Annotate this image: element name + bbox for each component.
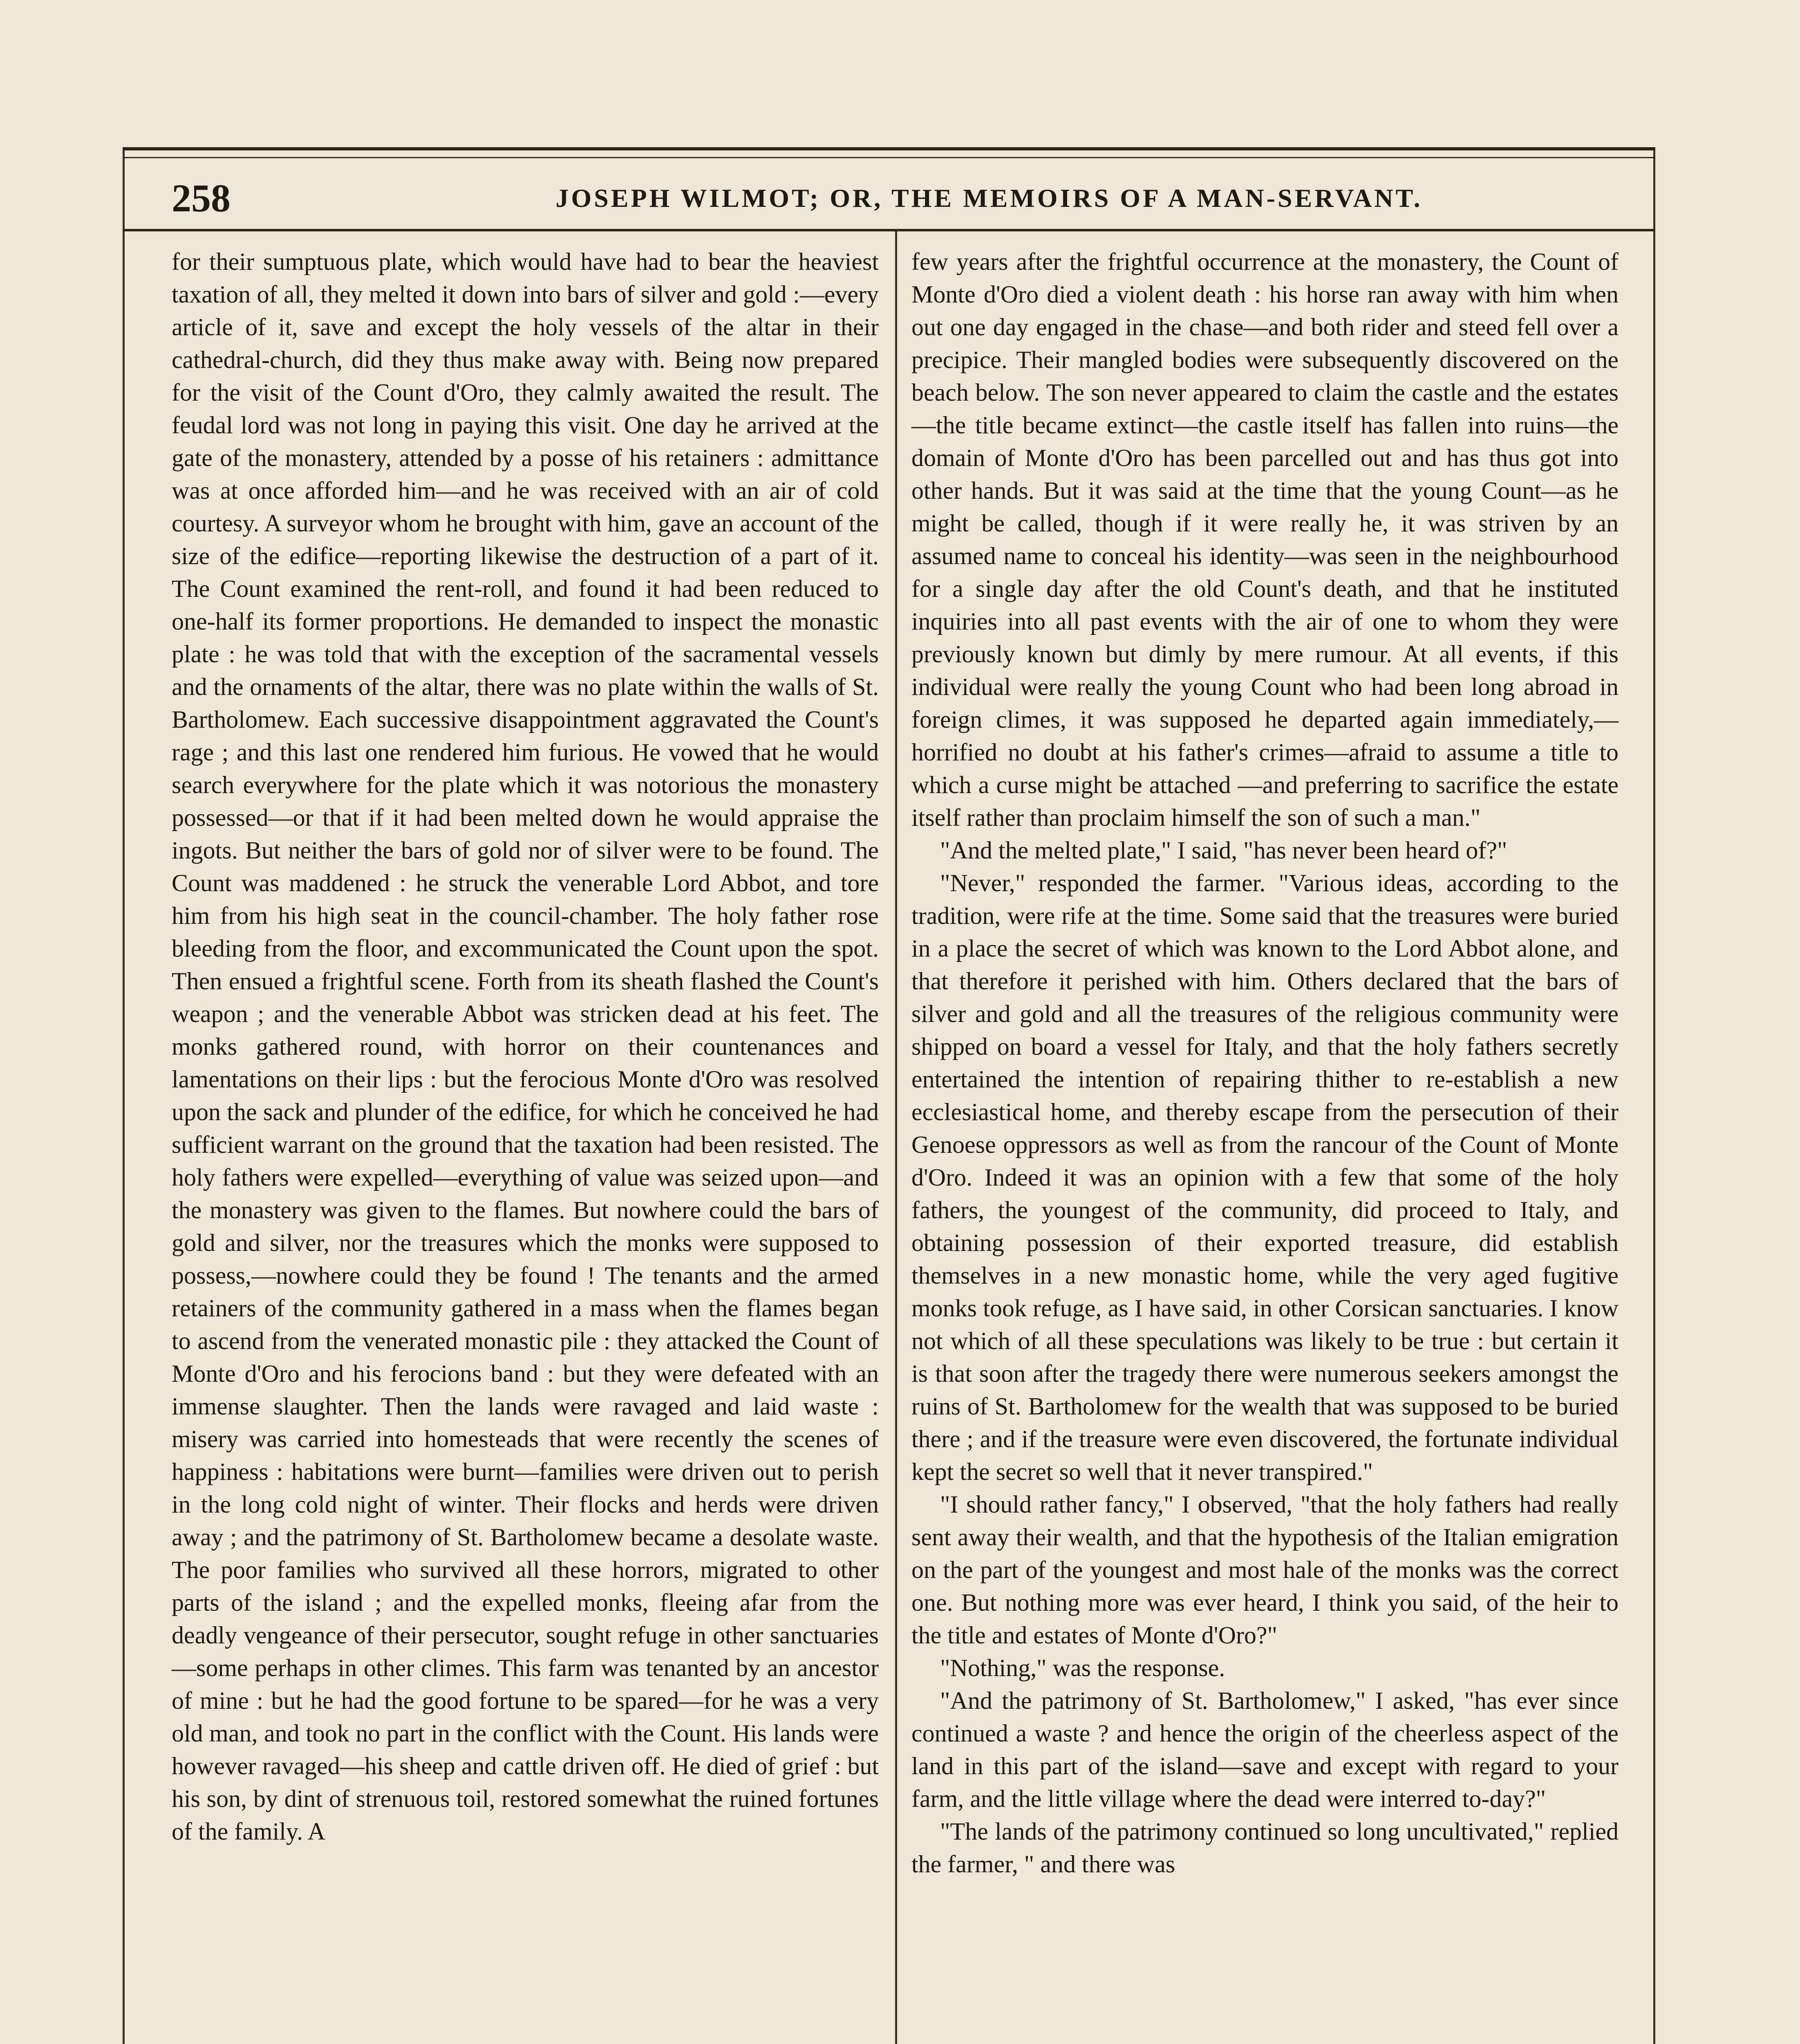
paragraph: for their sumptuous plate, which would have had to bear the heaviest taxation of all, they melted it down into bars of silver and gold :—every article of it, save and except the holy vessels of the altar in their cathedral-church, did they thus make away with. Being now prepared for the visit of the Count d'Oro, they calmly awaited the result. The feudal lord was not long in paying this visit. One day he arrived at the gate of the monastery, attended by a posse of his retainers : admittance was at once afforded him—and he was received with an air of cold courtesy. A surveyor whom he brought with him, gave an account of the size of the edifice—reporting likewise the destruction of a part of it. The Count examined the rent-roll, and found it had been reduced to one-half its former proportions. He demanded to inspect the monastic plate : he was told that with the exception of the sacramental vessels and the ornaments of the altar, there was no plate within the walls of St. Bartholomew. Each successive disappointment aggravated the Count's rage ; and this last one rendered him furious. He vowed that he would search everywhere for the plate which it was notorious the monastery possessed—or that if it had been melted down he would appraise the ingots. But neither the bars of gold nor of silver were to be found. The Count was maddened : he struck the venerable Lord Abbot, and tore him from his high seat in the council-chamber. The holy father rose bleeding from the floor, and excommunicated the Count upon the spot. Then ensued a frightful scene. Forth from its sheath flashed the Count's weapon ; and the venerable Abbot was stricken dead at his feet. The monks gathered round, with horror on their countenances and lamentations on their lips : but the ferocious Monte d'Oro was resolved upon the sack and plunder of the edifice, for which he conceived he had sufficient warrant on the ground that the taxation had been resisted. The holy fathers were expelled—everything of value was seized upon—and the monastery was given to the flames. But nowhere could the bars of gold and silver, nor the treasures which the monks were supposed to possess,—nowhere could they be found ! The tenants and the armed retainers of the community gathered in a mass when the flames began to ascend from the venerated monastic pile : they attacked the Count of Monte d'Oro and his ferocions band : but they were defeated with an immense slaughter. Then the lands were ravaged and laid waste : misery was carried into homesteads that were recently the scenes of happiness : habitations were burnt—families were driven out to perish in the long cold night of winter. Their flocks and herds were driven away ; and the patrimony of St. Bartholomew became a desolate waste. The poor families who survived all these horrors, migrated to other parts of the island ; and the expelled monks, fleeing afar from the deadly vengeance of their persecutor, sought refuge in other sanctuaries —some perhaps in other climes. This farm was tenanted by an ancestor of mine : but he had the good fortune to be spared—for he was a very old man, and took no part in the conflict with the Count. His lands were however ravaged—his sheep and cattle driven off. He died of grief : but his son, by dint of strenuous toil, restored somewhat the ruined fortunes of the family. A — [172, 248, 879, 1845]
top-rule — [123, 147, 1655, 150]
paragraph: few years after the frightful occurrence at the monastery, the Count of Monte d'Oro died a violent death : his horse ran away with him when out one day engaged in the chase—and both rider and steed fell over a precipice. Their mangled bodies were subsequently discovered on the beach below. The son never appeared to claim the castle and the estates—the title became extinct—the castle itself has fallen into ruins—the domain of Monte d'Oro has been parcelled out and has thus got into other hands. But it was said at the time that the young Count—as he might be called, though if it were really he, it was striven by an assumed name to conceal his identity—was seen in the neighbourhood for a single day after the old Count's death, and that he instituted inquiries into all past events with the air of one to whom they were previously known but dimly by mere rumour. At all events, if this individual were really the young Count who had been long abroad in foreign climes, it was supposed he departed again immediately,—horrified no doubt at his father's crimes—afraid to assume a title to which a curse might be attached —and preferring to sacrifice the estate itself rather than proclaim himself the son of such a man." — [911, 248, 1619, 831]
page-header — [172, 176, 1610, 221]
header-rule — [123, 229, 1655, 231]
column-divider — [895, 231, 897, 2044]
paragraph: "The lands of the patrimony continued so long uncultivated," replied the farmer, " and there was — [911, 1818, 1619, 1878]
left-column — [172, 245, 879, 1848]
top-rule-thin — [123, 157, 1655, 158]
right-column — [911, 245, 1619, 1880]
paragraph: "Never," responded the farmer. "Various ideas, according to the tradition, were rife at the time. Some said that the treasures were buried in a place the secret of which was known to the Lord Abbot alone, and that therefore it perished with him. Others declared that the bars of silver and gold and all the treasures of the religious community were shipped on board a vessel for Italy, and that the holy fathers secretly entertained the intention of repairing thither to re-establish a new ecclesiastical home, and thereby escape from the persecution of their Genoese oppressors as well as from the rancour of the Count of Monte d'Oro. Indeed it was an opinion with a few that some of the holy fathers, the youngest of the community, did proceed to Italy, and obtaining possession of their exported treasure, did establish themselves in a new monastic home, while the very aged fugitive monks took refuge, as I have said, in other Corsican sanctuaries. I know not which of all these speculations was likely to be true : but certain it is that soon after the tragedy there were numerous seekers amongst the ruins of St. Bartholomew for the wealth that was supposed to be buried there ; and if the treasure were even discovered, the fortunate individual kept the secret so well that it never transpired." — [911, 870, 1619, 1485]
paragraph: "I should rather fancy," I observed, "that the holy fathers had really sent away their wealth, and that the hypothesis of the Italian emigration on the part of the youngest and most hale of the monks was the correct one. But nothing more was ever heard, I think you said, of the heir to the title and estates of Monte d'Oro?" — [911, 1491, 1619, 1649]
page-number: 258 — [172, 176, 231, 220]
paragraph: "And the patrimony of St. Bartholomew," I asked, "has ever since continued a waste ? and hence the origin of the cheerless aspect of the land in this part of the island—save and except with regard to your farm, and the little village where the dead were interred to-day?" — [911, 1687, 1619, 1812]
paragraph: "Nothing," was the response. — [940, 1654, 1225, 1681]
running-title: JOSEPH WILMOT; OR, THE MEMOIRS OF A MAN-SERVANT. — [555, 184, 1423, 213]
paragraph: "And the melted plate," I said, "has never been heard of?" — [940, 837, 1507, 864]
